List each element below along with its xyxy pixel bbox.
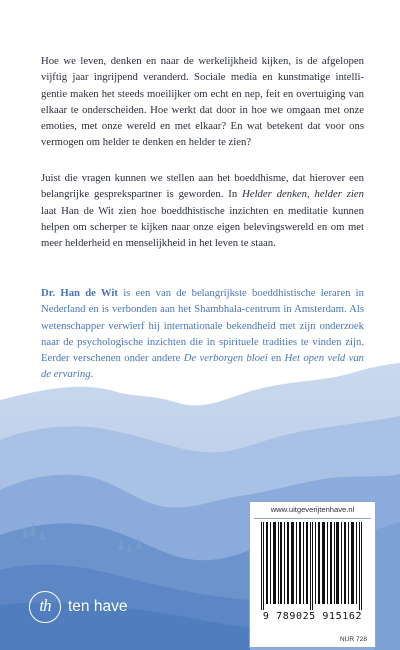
blurb-text: Juist die vragen kunnen we stellen aan het boeddhisme, dat hierover een belangrijke gesprekspartner is geworden. In — [41, 172, 364, 201]
previous-book-title: De verborgen bloei — [183, 352, 268, 365]
isbn-number: 9 789025 915162 — [262, 611, 363, 622]
nur-code: NUR 728 — [339, 636, 367, 643]
bio-text: is een van de belangrijkste boeddhistische leraren in Nederland en is verbonden aan het Shambhala-centrum in Amsterdam. Als wetenschapper verwierf hij internationale bekendheid met zijn onderzoek naar de psychologische inzichten die in spirituele tradities te vinden zijn. Eerder verschenen onder andere — [41, 287, 364, 365]
previous-book-title: Het open veld van de ervaring — [41, 352, 365, 381]
blurb-text: laat Han de Wit zien hoe boeddhistische inzichten en meditatie kunnen helpen om scherper te kijken naar onze eigen belevingswereld en om met meer helderheid en menselijkheid in het leven te staan. — [41, 204, 364, 250]
book-title: Helder denken, helder zien — [242, 188, 364, 201]
bio-text: en — [267, 352, 285, 365]
isbn-barcode — [261, 522, 364, 610]
publisher-name: ten have — [68, 598, 128, 615]
publisher-logo — [29, 589, 169, 629]
publisher-logo-mark: th — [39, 596, 51, 615]
barcode-label — [249, 501, 376, 648]
barcode-divider — [254, 518, 371, 519]
publisher-website-url: www.uitgeverijtenhave.nl — [270, 505, 355, 514]
blurb-paragraph-2 — [41, 170, 364, 251]
blurb-paragraph-1: Hoe we leven, denken en naar de werkelijkheid kijken, is de afgelopen vijftig jaar ingrijpend veranderd. Sociale media en kunstmatige intelligentie maken het steeds moeilijker om echt en nep, feit en overtuiging van elkaar te onderscheiden. Hoe werkt dat door in hoe we omgaan met onze emoties, met onze wereld en met elkaar? En wat betekent dat voor ons vermogen om helder te denken en helder te zien? — [41, 55, 364, 149]
author-name: Dr. Han de Wit — [41, 287, 118, 299]
bio-text: . — [90, 368, 94, 381]
